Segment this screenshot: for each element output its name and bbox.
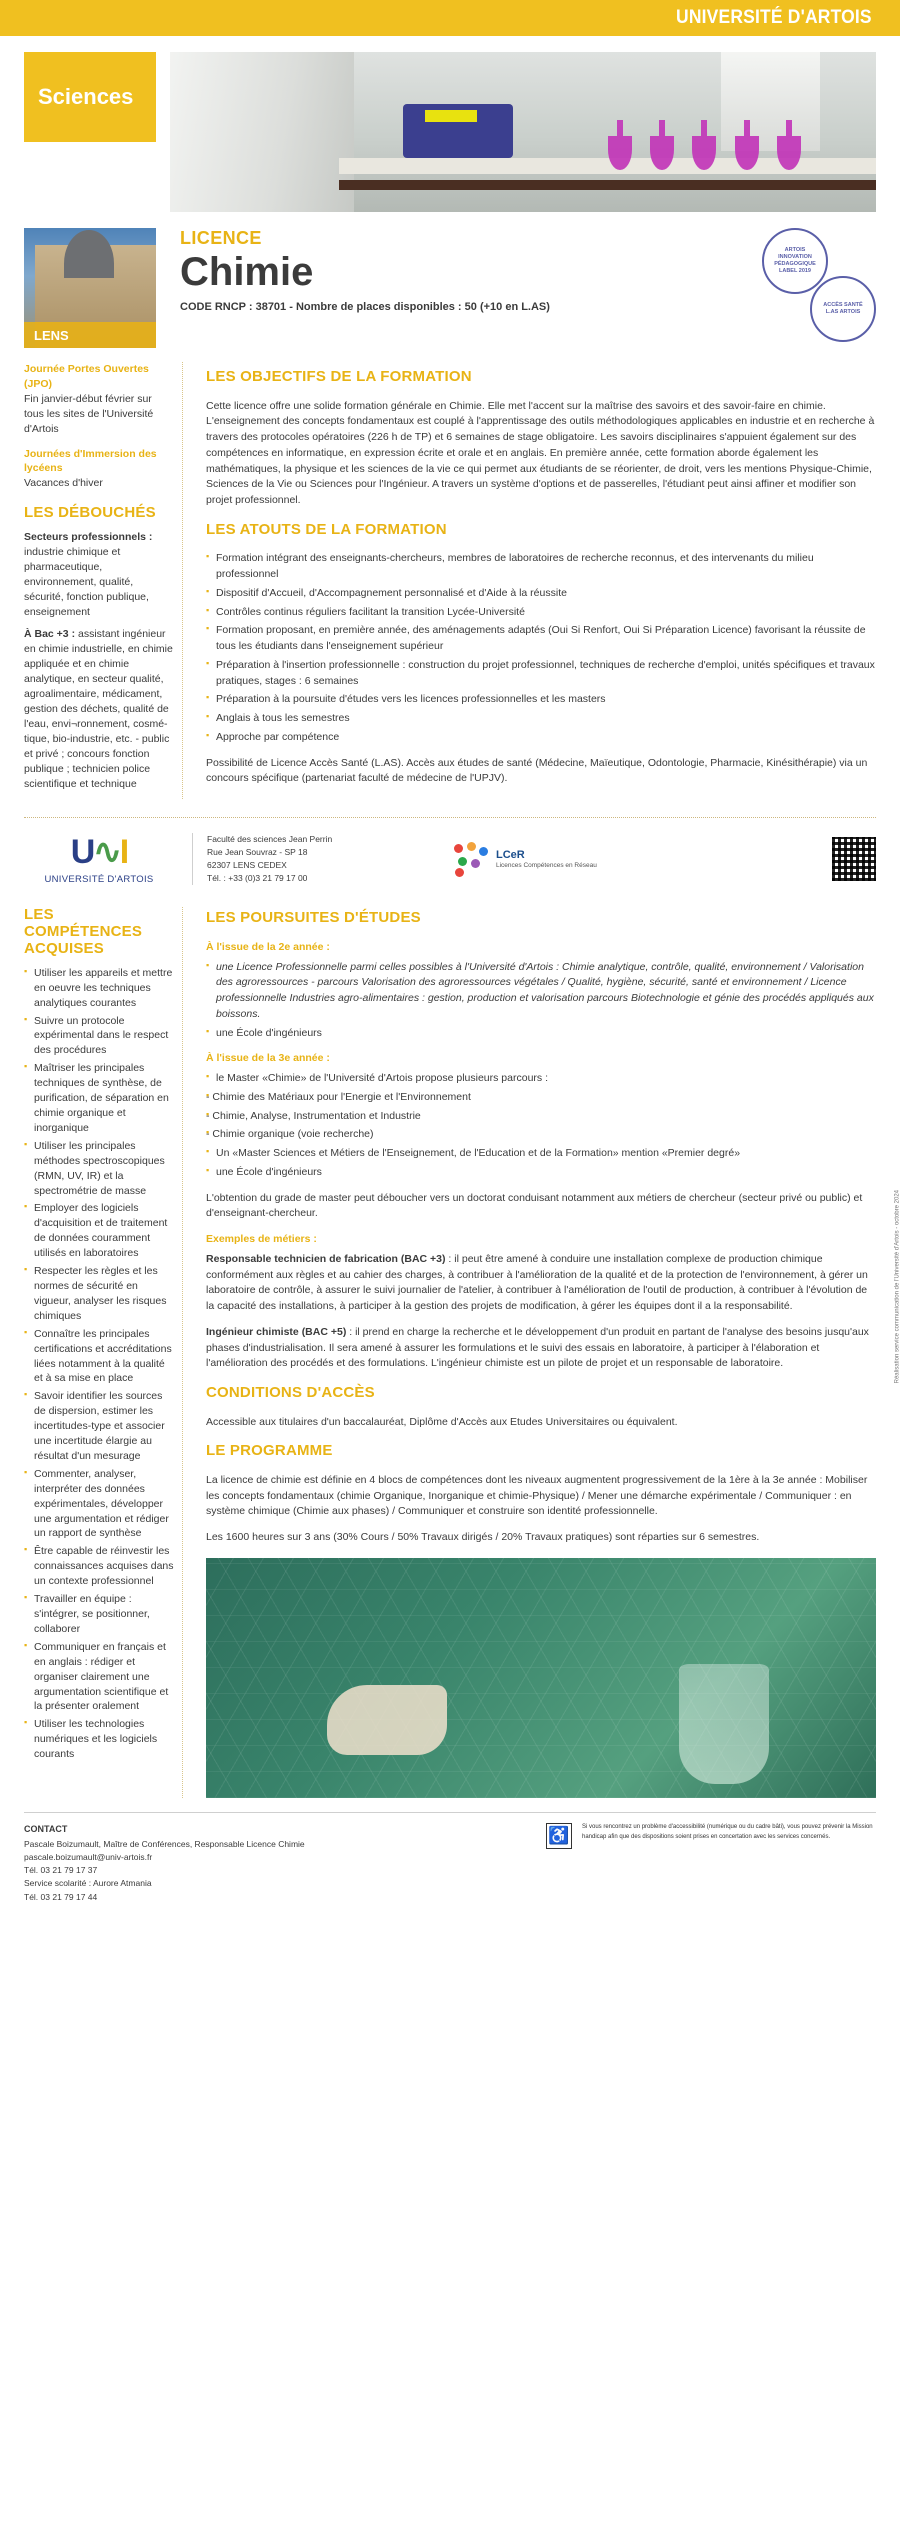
- university-name: UNIVERSITÉ D'ARTOIS: [676, 7, 872, 28]
- contact-line: Pascale Boizumault, Maître de Conférences, Responsable Licence Chimie: [24, 1838, 305, 1849]
- logo-mark-icon: U∿I: [70, 833, 128, 872]
- programme-text-1: La licence de chimie est définie en 4 blocs de compétences dont les niveaux augmentent progressivement de la 1ère à la 3e année : Mobiliser les concepts fondamentaux (chimie Organique, Inorganique et chimie-Physique) / Mener une démarche expérimentale / Communiquer : en système chimique (Chimie aux phases) / Communiquer et construire son identité professionnelle.: [206, 1473, 868, 1518]
- list-item: ▪ Anglais à tous les semestres: [206, 711, 876, 727]
- list-item: ▪ une École d'ingénieurs: [206, 1026, 876, 1042]
- list-item: ▪ une École d'ingénieurs: [206, 1165, 876, 1181]
- faculty-badge: Sciences: [24, 52, 156, 142]
- address-line: Faculté des sciences Jean Perrin: [207, 833, 333, 844]
- contact-phone: Tél. 03 21 79 17 37: [24, 1865, 98, 1876]
- address-line: Tél. : +33 (0)3 21 79 17 00: [207, 873, 308, 884]
- logo-name: UNIVERSITÉ D'ARTOIS: [44, 874, 154, 886]
- secteurs-label: Secteurs professionnels :: [24, 531, 153, 544]
- page2-main: [206, 907, 876, 1798]
- campus-label: LENS: [24, 322, 156, 348]
- event-immersion: [24, 447, 174, 492]
- address-line: Rue Jean Souvraz - SP 18: [207, 846, 308, 857]
- metier-responsable-technicien: [206, 1252, 876, 1315]
- faculty-address: [192, 833, 422, 886]
- contact-phone: Tél. 03 21 79 17 44: [24, 1891, 98, 1902]
- qr-code-icon[interactable]: [832, 837, 876, 881]
- address-line: 62307 LENS CEDEX: [207, 859, 287, 870]
- top-banner: [0, 0, 900, 36]
- acces-sante-stamp: ACCÈS SANTÉ L.AS ARTOIS: [810, 276, 876, 342]
- debouches-heading: LES DÉBOUCHÉS: [24, 504, 156, 522]
- metier-ingenieur-chimiste: [206, 1325, 876, 1372]
- wheelchair-accessibility-icon: ♿: [546, 1823, 572, 1849]
- page1-main: [206, 362, 876, 799]
- rncp-code-line: CODE RNCP : 38701 - Nombre de places disponibles : 50 (+10 en L.AS): [180, 301, 550, 313]
- list-item: ▪ Maîtriser les principales techniques de synthèse, de purification, de séparation en chimie organique et inorganique: [24, 1061, 174, 1136]
- contact-block: [24, 1823, 526, 1904]
- atouts-heading: LES ATOUTS DE LA FORMATION: [206, 520, 447, 538]
- campus-photo: [24, 228, 156, 348]
- hex-pattern-overlay: [206, 1558, 876, 1798]
- metier2-label: Ingénieur chimiste (BAC +5): [206, 1325, 347, 1338]
- exemples-metiers-label: Exemples de métiers :: [206, 1233, 317, 1246]
- list-item: ▪ une Licence Professionnelle parmi celles possibles à l'Université d'Artois : Chimie analytique, contrôle, qualité, environnement / Valorisation des agroressources - parcours Valorisation des agroressources végétales / Qualité, hygiène, sécurité, santé et environnement / Licence professionnelle Industries agro-alimentaires : gestion, production et valorisation parcours Biotechnologie et génie des procédés appliqués aux boissons.: [206, 960, 876, 1023]
- programme-heading: LE PROGRAMME: [206, 1442, 333, 1460]
- list-item: ▪ Être capable de réinvestir les connaissances acquises dans un contexte professionnel: [24, 1544, 174, 1589]
- footer: [0, 1813, 900, 1918]
- mid-footer-band: [0, 818, 900, 901]
- beaker-shape: [679, 1664, 769, 1784]
- competences-heading: LES COMPÉTENCES ACQUISES: [24, 906, 143, 958]
- title-row: [0, 212, 900, 348]
- list-item: ▪ Employer des logiciels d'acquisition et de traitement de données couramment utilisés en laboratoires: [24, 1201, 174, 1261]
- poursuites-year3-list: [206, 1071, 876, 1181]
- poursuites-year2-list: [206, 960, 876, 1042]
- hand-shape: [327, 1685, 447, 1755]
- hero-section: [0, 36, 900, 212]
- production-credit: Réalisation service communication de l'Université d'Artois - octobre 2024: [894, 1190, 900, 1384]
- page2-body: [0, 901, 900, 1798]
- page1-body: [0, 348, 900, 799]
- bac3-block: [24, 627, 174, 791]
- list-item: ▪ Commenter, analyser, interpréter des données expérimentales, développer une argumentation et rédiger un rapport de synthèse: [24, 1467, 174, 1542]
- list-item: ▪ Formation intégrant des enseignants-chercheurs, membres de laboratoires de recherche reconnus, et des intervenants du milieu professionnel: [206, 551, 876, 583]
- list-item: ▪ Connaître les principales certifications et accréditations liées notamment à la qualité et à sa mise en place: [24, 1327, 174, 1387]
- chemistry-photo: [206, 1558, 876, 1798]
- list-item: ▪ Respecter les règles et les normes de sécurité en vigueur, analyser les risques chimiques: [24, 1264, 174, 1324]
- list-item: ▪ Formation proposant, en première année, des aménagements adaptés (Oui Si Renfort, Oui Si Préparation Licence) favorisant la réussite de tous les étudiants dans l'enseignement supérieur: [206, 623, 876, 655]
- parcours-line: ▪ - Chimie des Matériaux pour l'Energie et l'Environnement: [206, 1090, 876, 1106]
- accessibility-text: Si vous rencontrez un problème d'accessibilité (numérique ou du cadre bâti), vous pouvez prévenir la Mission handicap afin que des dispositions soient prises en concertation avec les services concernés.: [582, 1823, 873, 1840]
- conditions-text: Accessible aux titulaires d'un baccalauréat, Diplôme d'Accès aux Etudes Universitaires ou équivalent.: [206, 1415, 678, 1428]
- column-divider: [182, 362, 198, 799]
- degree-kicker: LICENCE: [180, 228, 262, 248]
- column-divider: [182, 907, 198, 1798]
- lab-instrument-shape: [403, 104, 513, 158]
- page-title: Chimie: [180, 250, 314, 294]
- secteurs-block: [24, 530, 174, 619]
- list-item: ▪ Utiliser les technologies numériques et les logiciels courants: [24, 1717, 174, 1762]
- list-item: ▪ Dispositif d'Accueil, d'Accompagnement personnalisé et d'Aide à la réussite: [206, 586, 876, 602]
- lab-photo: [170, 52, 876, 212]
- event-immersion-title: Journées d'Immersion des lycéens: [24, 447, 157, 475]
- bac3-text: assistant ingénieur en chimie industrielle, en chimie appliquée et en chimie analytique, en secteur qualité, agroalimentaire, médicament, gestion des déchets, qualité de l'eau, envi¬ronnement, cosmé-tique, bio-industrie, etc. - public et privé ; concours fonction publique ; technicien police scientifique et technique: [24, 628, 173, 790]
- metier1-text: : il peut être amené à conduire une installation complexe de production chimique conformément aux règles et au cahier des charges, à contribuer à l'amélioration de la qualité et de la protection de l'environnement, à gérer un laboratoire de contrôle, à assurer le suivi journalier de l'atelier, à contribuer à l'amélioration de l'outil de production, à contribuer à l'évolution de la capacité des installations, à participer à la gestion des projets de modification, à gérer les équipes dont il a la responsabilité.: [206, 1252, 868, 1313]
- university-logo: [24, 832, 174, 885]
- secteurs-text: industrie chimique et pharmaceutique, environnement, qualité, sécurité, fonction publique, enseignement: [24, 545, 149, 618]
- lcer-text: [496, 849, 597, 868]
- conditions-heading: CONDITIONS D'ACCÈS: [206, 1384, 375, 1402]
- list-item: ▪ Préparation à l'insertion professionnelle : construction du projet professionnel, techniques de recherche d'emploi, unités spécifiques et travaux pratiques, stages : 6 semaines: [206, 658, 876, 690]
- poursuites-year3-label: À l'issue de la 3e année :: [206, 1052, 330, 1065]
- atouts-list: [206, 551, 876, 745]
- event-immersion-detail: Vacances d'hiver: [24, 477, 103, 490]
- poursuites-year2-label: À l'issue de la 2e année :: [206, 940, 330, 953]
- list-item: ▪ Suivre un protocole expérimental dans le respect des procédures: [24, 1014, 174, 1059]
- las-text: Possibilité de Licence Accès Santé (L.AS). Accès aux études de santé (Médecine, Maïeutique, Odontologie, Pharmacie, Kinésithérapie) via un concours spécifique (partenariat faculté de médecine de l'UPJV).: [206, 756, 868, 785]
- event-jpo-detail: Fin janvier-début février sur tous les sites de l'Université d'Artois: [24, 392, 154, 435]
- list-item: ▪ Approche par compétence: [206, 730, 876, 746]
- lcer-subtitle: Licences Compétences en Réseau: [496, 861, 597, 869]
- list-item: ▪ Communiquer en français et en anglais : rédiger et organiser clairement une argumentation scientifique et la présenter oralement: [24, 1640, 174, 1715]
- poursuites-heading: LES POURSUITES D'ÉTUDES: [206, 909, 421, 927]
- competences-sidebar: [24, 907, 174, 1798]
- contact-line: Service scolarité : Aurore Atmania: [24, 1878, 152, 1889]
- contact-heading: CONTACT: [24, 1823, 68, 1834]
- bench-edge-shape: [339, 180, 876, 190]
- metier2-text: : il prend en charge la recherche et le développement d'un produit en partant de l'analyse des besoins jusqu'aux phases d'industrialisation. Il sera amené à assurer les formulations et le suivi des essais en laboratoire, à participer à l'élaboration et l'amélioration des procédés et des formulations. L'ingénieur chimiste est un pilote de projet et un responsable de laboratoire.: [206, 1325, 869, 1370]
- lcer-title: LCeR: [496, 849, 525, 862]
- parcours-line: ▪ - Chimie, Analyse, Instrumentation et Industrie: [206, 1109, 876, 1125]
- event-jpo: [24, 362, 174, 437]
- objectifs-heading: LES OBJECTIFS DE LA FORMATION: [206, 368, 472, 385]
- bac3-label: À Bac +3 :: [24, 628, 76, 641]
- metier1-label: Responsable technicien de fabrication (BAC +3): [206, 1252, 446, 1265]
- programme-text-2: Les 1600 heures sur 3 ans (30% Cours / 50% Travaux dirigés / 20% Travaux pratiques) sont réparties sur 6 semestres.: [206, 1531, 760, 1544]
- lab-coat-shape: [170, 52, 354, 212]
- contact-email[interactable]: pascale.boizumault@univ-artois.fr: [24, 1852, 153, 1863]
- parcours-line: ▪ - Chimie organique (voie recherche): [206, 1127, 876, 1143]
- doctorat-text: L'obtention du grade de master peut déboucher vers un doctorat conduisant notamment aux métiers de chercheur (secteur privé ou public) et d'enseignant-chercheur.: [206, 1191, 863, 1220]
- list-item: ▪ Contrôles continus réguliers facilitant la transition Lycée-Université: [206, 605, 876, 621]
- title-block: [170, 228, 876, 348]
- lcer-dots-icon: [454, 842, 488, 876]
- tower-shape: [64, 230, 114, 278]
- list-item: ▪ le Master «Chimie» de l'Université d'Artois propose plusieurs parcours :: [206, 1071, 876, 1087]
- list-item: ▪ Utiliser les principales méthodes spectroscopiques (RMN, UV, IR) et la spectrométrie de masse: [24, 1139, 174, 1199]
- list-item: ▪ Préparation à la poursuite d'études vers les licences professionnelles et les masters: [206, 692, 876, 708]
- objectifs-text: Cette licence offre une solide formation générale en Chimie. Elle met l'accent sur la maîtrise des savoirs et des savoir-faire en chimie. L'enseignement des concepts fondamentaux est couplé à l'apprentissage des outils méthodologiques applicables en industrie et en recherche à travers des protocoles opératoires (226 h de TP) et 6 semaines de stage obligatoire. Les savoirs disciplinaires s'appuient également sur des compétences en informatique, en expression écrite et orale et en anglais. En première année, cette formation aborde également les mathématiques, la physique et les sciences de la vie ce qui permet aux étudiants de se réorienter, de droit, vers les mentions Physique-Chimie, Sciences de la Vie ou Sciences pour l'Ingénieur. A travers un système d'options et de passerelles, l'étudiant peut ainsi affiner et modifier son projet professionnel.: [206, 399, 875, 506]
- list-item: ▪ Un «Master Sciences et Métiers de l'Enseignement, de l'Education et de la Formation» mention «Premier degré»: [206, 1146, 876, 1162]
- competences-list: [24, 966, 174, 1762]
- list-item: ▪ Savoir identifier les sources de dispersion, estimer les incertitudes-type et associer une incertitude élargie au résultat d'un mesurage: [24, 1389, 174, 1464]
- accessibility-notice: [546, 1823, 876, 1904]
- innovation-label-stamp: ARTOIS INNOVATION PÉDAGOGIQUE LABEL 2019: [762, 228, 828, 294]
- list-item: ▪ Utiliser les appareils et mettre en oeuvre les techniques analytiques courantes: [24, 966, 174, 1011]
- event-jpo-title: Journée Portes Ouvertes (JPO): [24, 363, 149, 390]
- lcer-logo: [454, 842, 597, 876]
- page1-sidebar: [24, 362, 174, 799]
- list-item: ▪ Travailler en équipe : s'intégrer, se positionner, collaborer: [24, 1592, 174, 1637]
